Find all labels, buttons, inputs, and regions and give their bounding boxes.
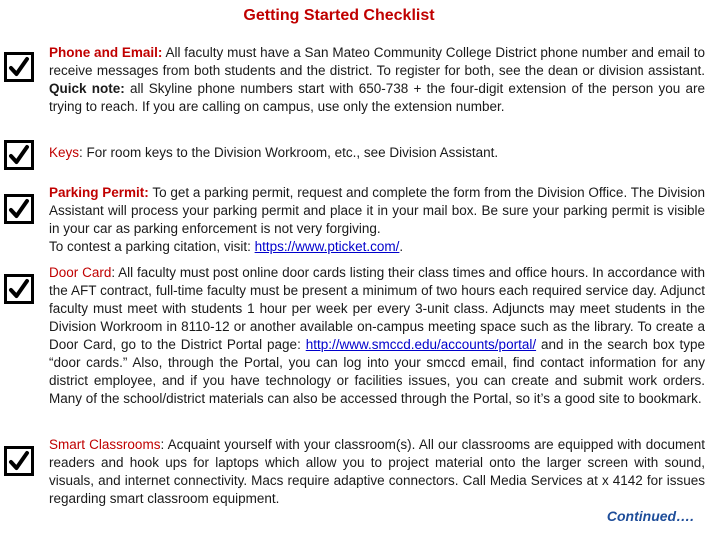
item-heading: Smart Classrooms	[49, 437, 161, 452]
item-text: Keys: For room keys to the Division Workroom, etc., see Division Assistant.	[49, 145, 499, 160]
checkbox-checked[interactable]	[4, 274, 34, 304]
checkmark-icon	[8, 56, 30, 78]
item-text: Phone and Email: All faculty must have a San Mateo Community College District phone number and email to receive messages from both students and the district. To register for both, see the dean or division assistant. Quick note: all Skyline phone numbers start with 650-738 + the four-digit extension of the person you are trying to reach. If you are calling on campus, use only the extension number.	[49, 45, 705, 114]
item-heading: Door Card	[49, 265, 112, 280]
checkmark-icon	[8, 450, 30, 472]
portal-link[interactable]: http://www.smccd.edu/accounts/portal/	[305, 337, 537, 352]
checkbox-checked[interactable]	[4, 140, 34, 170]
item-heading: Phone and Email:	[49, 45, 163, 60]
checkbox-checked[interactable]	[4, 52, 34, 82]
quick-note-label: Quick note:	[49, 81, 125, 96]
checkmark-icon	[8, 198, 30, 220]
item-text: Smart Classrooms: Acquaint yourself with your classroom(s). All our classrooms are equipped with document readers and hook ups for laptops which allow you to project material onto the larger screen with sound, visuals, and internet connectivity. Macs require adaptive connectors. Call Media Services at x 4142 for issues regarding smart classroom equipment.	[49, 437, 705, 506]
item-heading: Keys	[49, 145, 80, 160]
item-heading: Parking Permit:	[49, 185, 149, 200]
checkmark-icon	[8, 144, 30, 166]
checkmark-icon	[8, 278, 30, 300]
item-text: Parking Permit: To get a parking permit, request and complete the form from the Division Office. The Division Assistant will process your parking permit and place it in your mail box. Be sure your parking permit is visible in your car as parking enforcement is not very forgiving. To contest a parking citation, visit: https://www.pticket.com/.	[49, 185, 705, 254]
page-title: Getting Started Checklist	[243, 7, 435, 24]
item-text: Door Card: All faculty must post online door cards listing their class times and office hours. In accordance with the AFT contract, full-time faculty must be present a minimum of two hours each required service day. Adjunct faculty must meet with students 1 hour per week per every 3-unit class. Adjuncts may meet students in the Division Workroom in 8110-12 or another available on-campus meeting space such as the library. To create a Door Card, go to the District Portal page: http://www.smccd.edu/accounts/portal/ and in the search box type “door cards.” Also, through the Portal, you can log into your smccd email, find contact information for any district employee, and if you have technology or facilities issues, you can create and submit work orders. Many of the school/district materials can also be accessed through the Portal, so it’s a good site to bookmark.	[49, 265, 706, 406]
continued-label: Continued….	[606, 508, 694, 524]
checkbox-checked[interactable]	[4, 194, 34, 224]
checkbox-checked[interactable]	[4, 446, 34, 476]
pticket-link[interactable]: https://www.pticket.com/	[254, 239, 400, 254]
